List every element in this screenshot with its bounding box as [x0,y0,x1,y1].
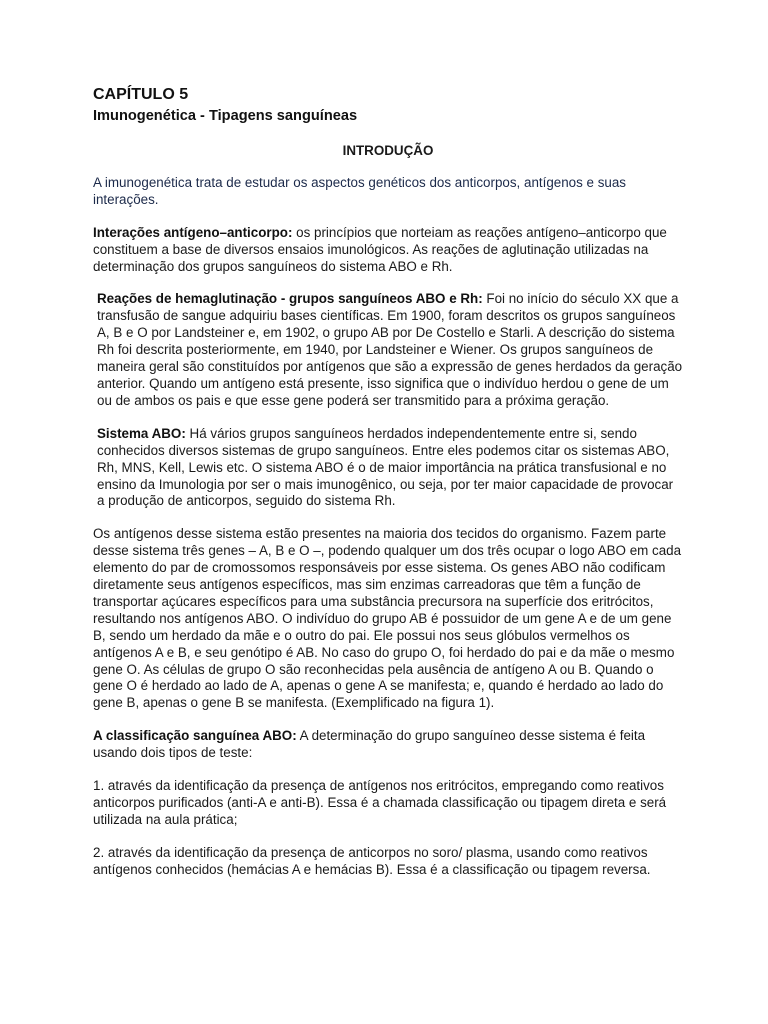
intro-paragraph: A imunogenética trata de estudar os aspectos genéticos dos anticorpos, antígenos e suas interações. [93,174,626,207]
section-title: INTRODUÇÃO [342,143,434,158]
list-item-tipagem-direta: 1. através da identificação da presença de antígenos nos eritrócitos, empregando como reativos anticorpos purificados (anti-A e anti-B). Essa é a chamada classificação ou tipagem direta e será utilizada na aula prática; [93,778,667,827]
paragraph-sistema-abo-text: Há vários grupos sanguíneos herdados independentemente entre si, sendo conhecidos diversos sistemas de grupo sanguíneos. Entre eles podemos citar os sistemas ABO, Rh, MNS, Kell, Lewis etc. O sistema ABO é o de maior importância na prática transfusional e no ensino da Imunologia por ser o mais imunogênico, ou seja, por ter maior capacidade de provocar a produção de anticorpos, seguido do sistema Rh. [97,425,674,509]
paragraph-classificacao [93,728,683,762]
chapter-subtitle: Imunogenética - Tipagens sanguíneas [93,108,358,124]
paragraph-interacoes-heading: Interações antígeno–anticorpo: [93,224,293,240]
paragraph-antigenos: Os antígenos desse sistema estão presentes na maioria dos tecidos do organismo. Fazem parte desse sistema três genes – A, B e O –, podendo qualquer um dos três ocupar o logo ABO em cada elemento do par de cromossomos responsáveis por esse sistema. Os genes ABO não codificam diretamente seus antígenos específicos, mas sim enzimas carreadoras que têm a função de transportar açúcares específicos para uma substância precursora na superfície dos eritrócitos, resultando nos antígenos ABO. O indivíduo do grupo AB é possuidor de um gene A e de um gene B, sendo um herdado da mãe e o outro do pai. Ele possui nos seus glóbulos vermelhos os antígenos A e B, e seu genótipo é AB. No caso do grupo O, foi herdado do pai e da mãe o mesmo gene O. As células de grupo O são reconhecidas pela ausência de antígeno A ou B. Quando o gene O é herdado ao lado de A, apenas o gene A se manifesta; e, quando é herdado ao lado do gene B, apenas o gene B se manifesta. (Exemplificado na figura 1). [93,526,682,711]
paragraph-classificacao-text: A determinação do grupo sanguíneo desse sistema é feita usando dois tipos de teste: [93,728,646,761]
paragraph-sistema-abo [93,426,683,511]
paragraph-sistema-abo-heading: Sistema ABO: [97,425,186,441]
paragraph-hemaglutinacao-heading: Reações de hemaglutinação - grupos sanguíneos ABO e Rh: [97,291,483,307]
list-item-tipagem-reversa: 2. através da identificação da presença de anticorpos no soro/ plasma, usando como reativos antígenos conhecidos (hemácias A e hemácias B). Essa é a classificação ou tipagem reversa. [93,844,651,877]
paragraph-classificacao-heading: A classificação sanguínea ABO: [93,728,297,744]
paragraph-hemaglutinacao-text: Foi no início do século XX que a transfusão de sangue adquiriu bases científicas. Em 1900, foram descritos os grupos sanguíneos A, B e O por Landsteiner e, em 1902, o grupo AB por De Costello e Starli. A descrição do sistema Rh foi descrita posteriormente, em 1940, por Landsteiner e Wiener. Os grupos sanguíneos de maneira geral são constituídos por antígenos que são a expressão de genes herdados da geração anterior. Quando um antígeno está presente, isso significa que o indivíduo herdou o gene de um ou de ambos os pais e que esse gene poderá ser transmitido para a próxima geração. [97,291,683,408]
paragraph-interacoes-text: os princípios que norteiam as reações antígeno–anticorpo que constituem a base de diversos ensaios imunológicos. As reações de aglutinação utilizadas na determinação dos grupos sanguíneos do sistema ABO e Rh. [93,224,667,274]
paragraph-interacoes [93,225,683,276]
paragraph-hemaglutinacao [93,291,683,409]
document-body [93,84,683,895]
chapter-heading: CAPÍTULO 5 [93,86,189,103]
